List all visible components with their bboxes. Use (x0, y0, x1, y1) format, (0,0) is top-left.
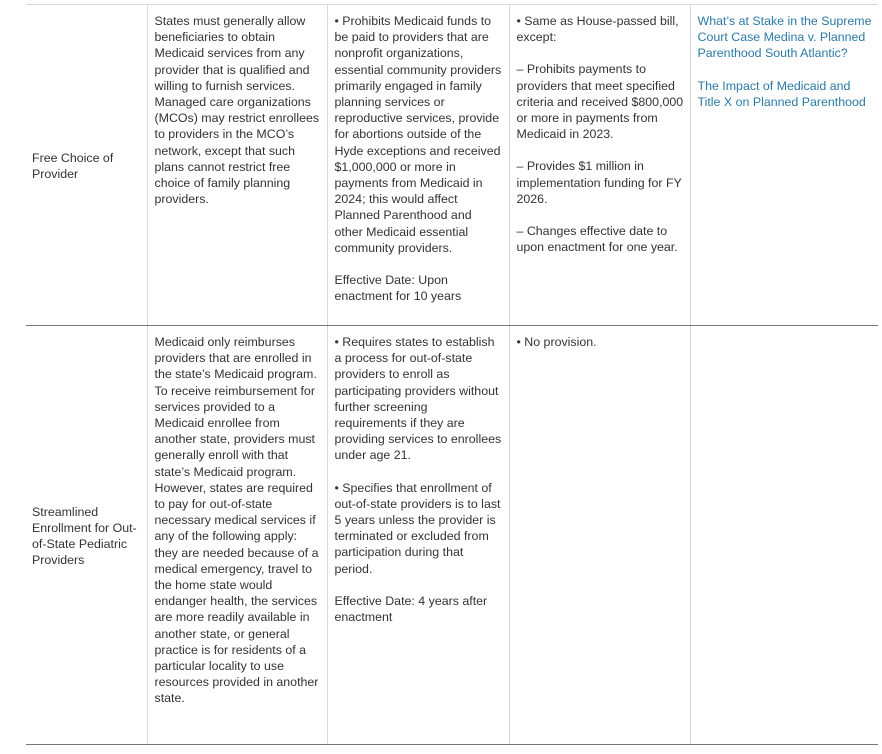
topic-label: Free Choice of Provider (32, 150, 114, 181)
senate-bill-text: • No provision. (516, 335, 597, 349)
house-bill-effective-date: Effective Date: 4 years after enactment (334, 593, 488, 625)
table-row (26, 5, 878, 326)
senate-bill-text: – Prohibits payments to providers that meet specified criteria and received $800,000 or more in payments from Medicaid in 2023. (516, 62, 684, 142)
resource-link-title-x[interactable]: The Impact of Medicaid and Title X on Planned Parenthood (697, 78, 866, 109)
senate-bill-cell (509, 5, 690, 326)
house-bill-cell (327, 5, 509, 326)
resources-cell (690, 326, 878, 745)
senate-bill-text: – Provides $1 million in implementation funding for FY 2026. (516, 159, 682, 206)
house-bill-cell (327, 326, 509, 745)
house-bill-text: • Requires states to establish a process for out-of-state providers to enroll as participating providers without further screening requirements if they are providing services to enrollees under age 21. (334, 335, 502, 463)
senate-bill-text: • Same as House-passed bill, except: (516, 14, 679, 45)
senate-bill-text: – Changes effective date to upon enactment for one year. (516, 224, 678, 255)
current-law-text: States must generally allow beneficiaries to obtain Medicaid services from any provider that is qualified and willing to furnish services. Managed care organizations (MCOs) may restrict enrollees to providers in the MCO’s network, except that such plans cannot restrict free choice of family planning providers. (154, 14, 320, 207)
senate-bill-cell (509, 326, 690, 745)
current-law-text: Medicaid only reimburses providers that are enrolled in the state’s Medicaid program. To receive reimbursement for services provided to a Medicaid enrollee from another state, providers must generally enroll with that state’s Medicaid program. However, states are required to pay for out-of-state necessary medical services if any of the following apply: they are needed because of a medical emergency, travel to the home state would endanger health, the services are more readily available in another state, or general practice is for residents of a particular locality to use resources provided in another state. (154, 335, 319, 706)
topic-label: Streamlined Enrollment for Out-of-State Pediatric Providers (32, 504, 137, 568)
house-bill-text: • Prohibits Medicaid funds to be paid to providers that are nonprofit organizations, essential community providers primarily engaged in family planning services or reproductive services, provide for abortions outside of the Hyde exceptions and received $1,000,000 or more in payments from Medicaid in 2024; this would affect Planned Parenthood and other Medicaid essential community providers. (334, 14, 502, 255)
house-bill-effective-date: Effective Date: Upon enactment for 10 years (334, 273, 462, 304)
current-law-cell (147, 5, 327, 326)
topic-cell (26, 326, 147, 745)
resource-link-medina[interactable]: What’s at Stake in the Supreme Court Case Medina v. Planned Parenthood South Atlantic? (697, 14, 872, 61)
table-row (26, 326, 878, 745)
policy-comparison-table (26, 4, 878, 745)
house-bill-text: • Specifies that enrollment of out-of-state providers is to last 5 years unless the provider is terminated or excluded from participation during that period. (334, 480, 501, 576)
topic-cell (26, 5, 147, 326)
resources-cell (690, 5, 878, 326)
current-law-cell (147, 326, 327, 745)
